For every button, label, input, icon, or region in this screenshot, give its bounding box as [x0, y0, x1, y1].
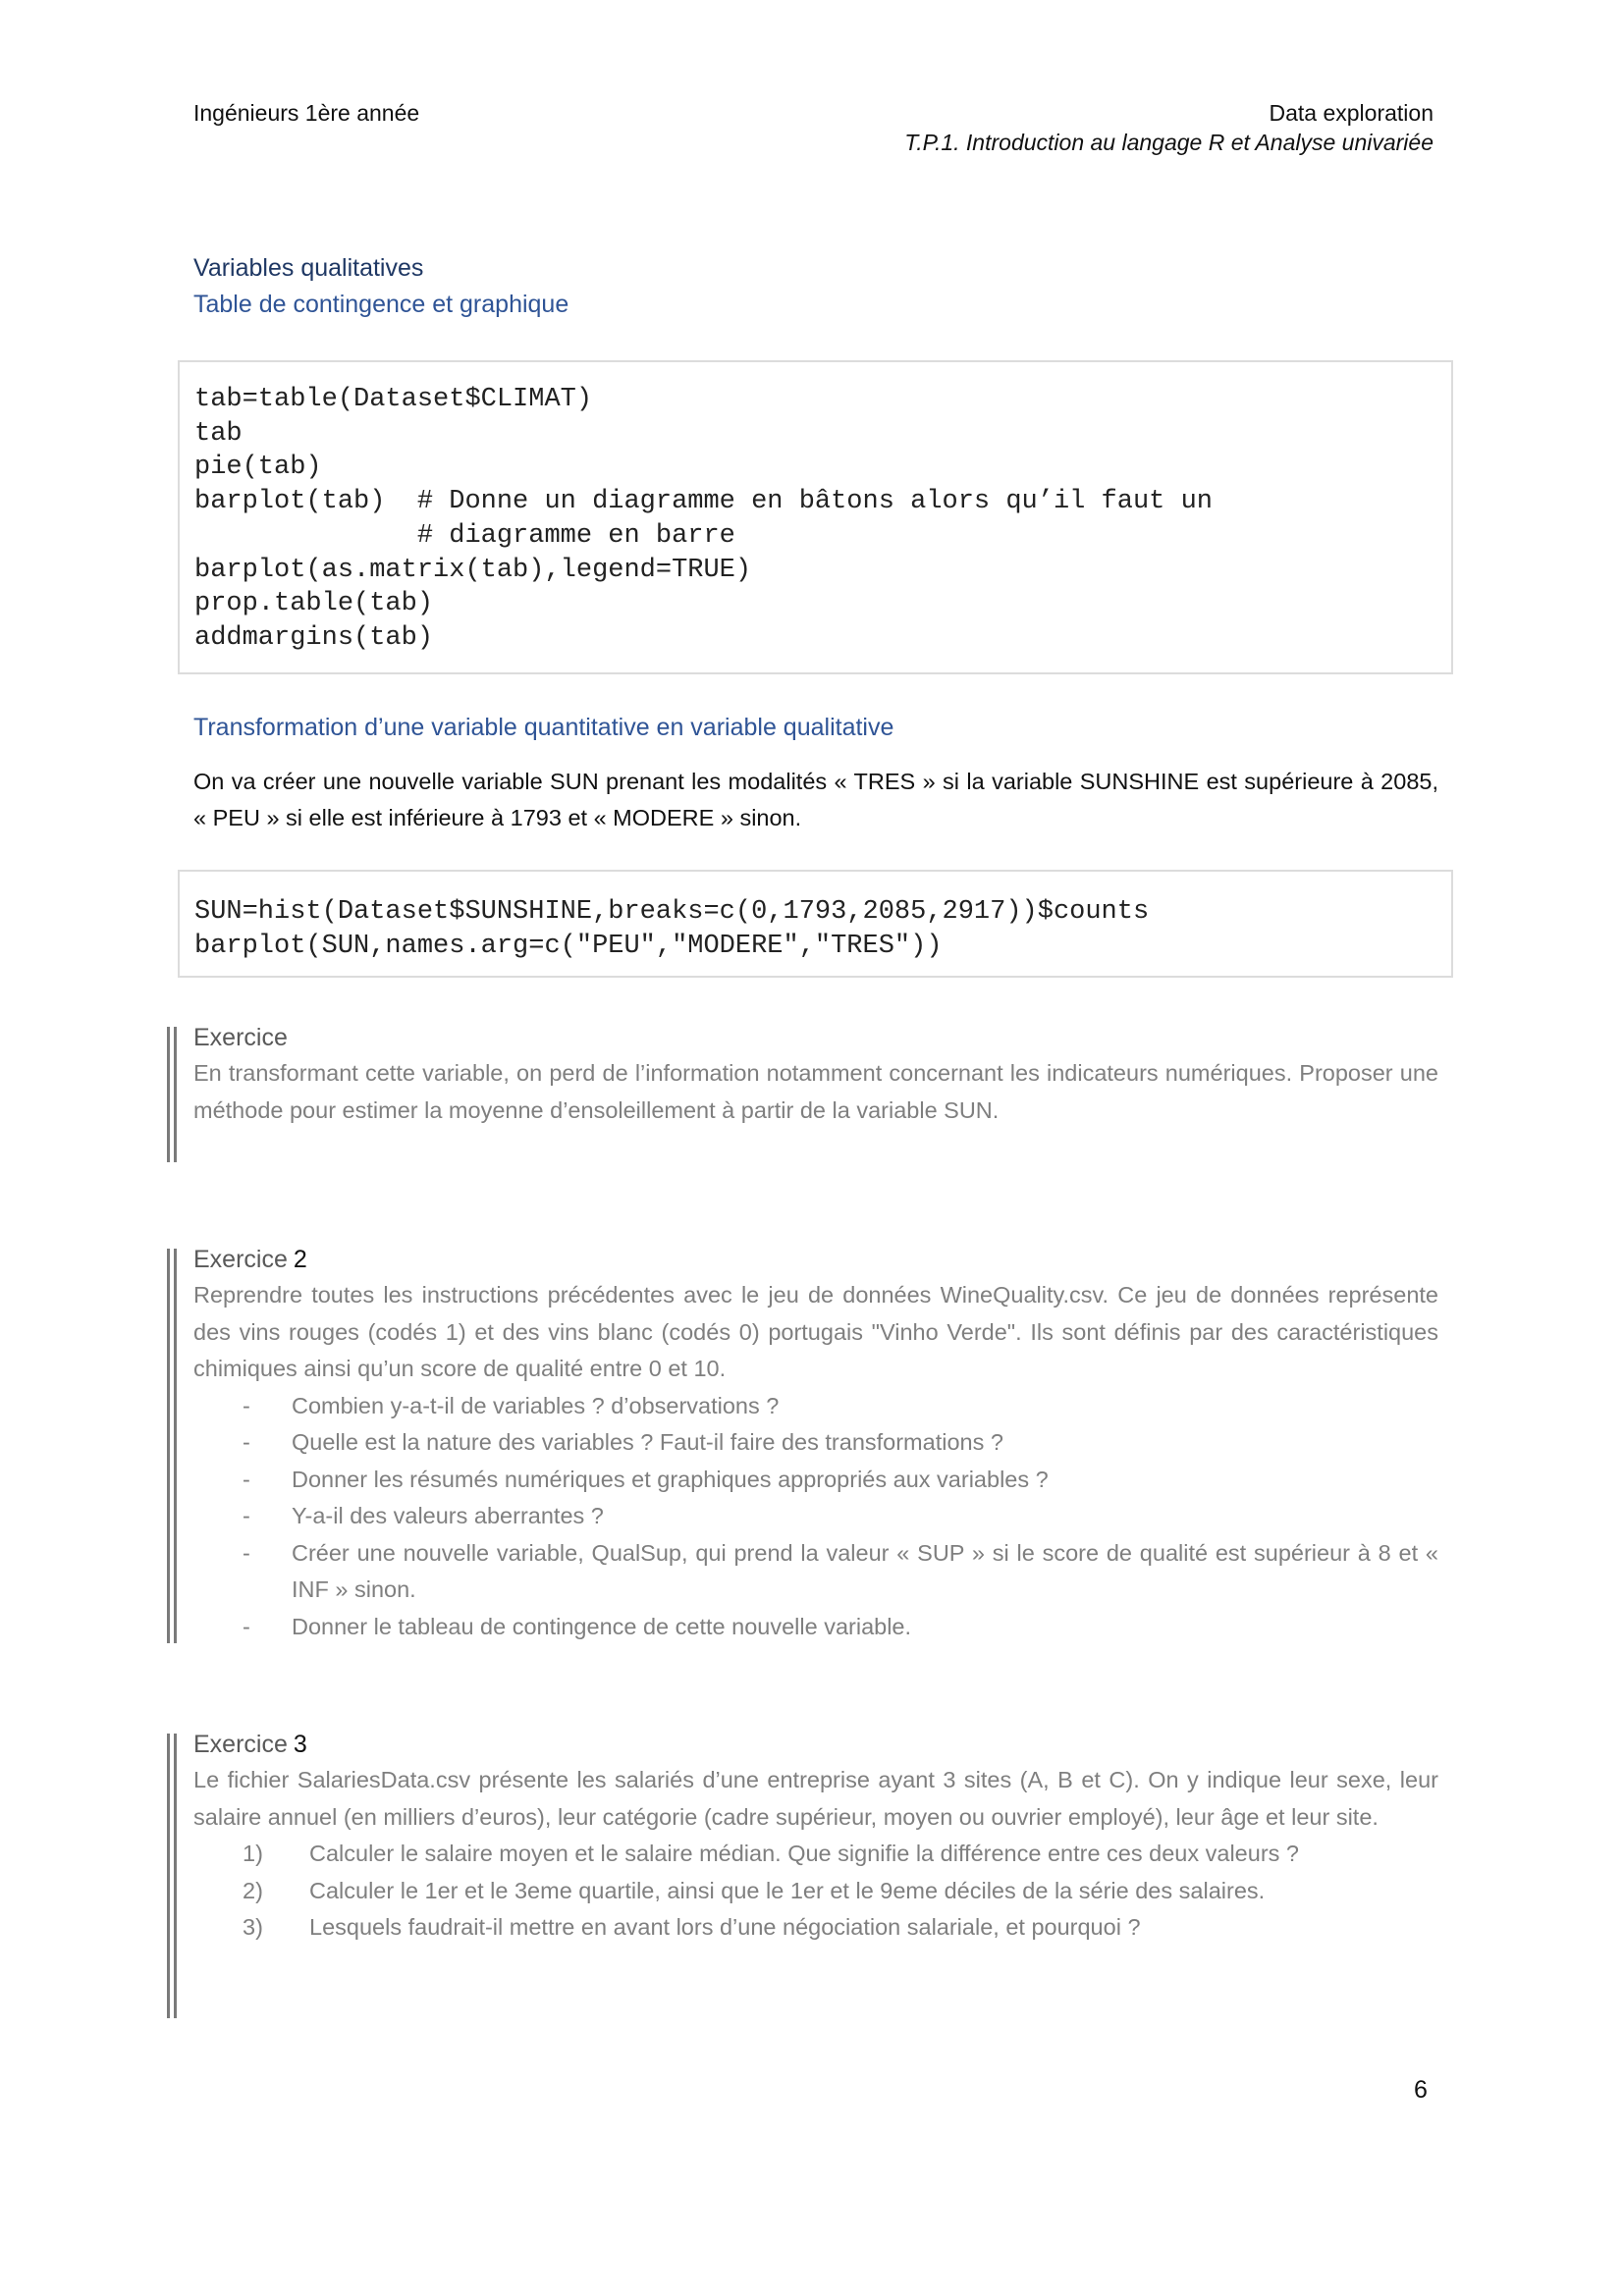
exercise-body: Reprendre toutes les instructions précédentes avec le jeu de données WineQuality.csv. Ce jeu de données représente des vins rouges (codés 1) et des vins blanc (codés 0) portugais "Vinho Verde". Ils sont définis par des caractéristiques chimiques ainsi qu’un score de qualité entre 0 et 10.	[193, 1282, 1438, 1381]
exercise-border-bars	[167, 1027, 177, 1162]
list-item	[193, 1609, 1438, 1646]
exercise-question-list	[193, 1388, 1438, 1646]
code-line: tab=table(Dataset$CLIMAT)	[194, 385, 593, 414]
header-right	[904, 98, 1434, 157]
list-item	[193, 1424, 1438, 1462]
subsection-heading: Table de contingence et graphique	[193, 291, 569, 318]
list-item-text: Créer une nouvelle variable, QualSup, qui prend la valeur « SUP » si le score de qualité est supérieur à 8 et « INF » sinon.	[292, 1539, 1438, 1602]
list-marker: 2)	[243, 1877, 263, 1903]
code-line: # diagramme en barre	[194, 520, 735, 551]
list-item-text: Calculer le salaire moyen et le salaire médian. Que signifie la différence entre ces deux valeurs ?	[309, 1841, 1299, 1866]
dash-bullet: -	[243, 1392, 250, 1418]
list-marker: 1)	[243, 1841, 263, 1866]
exercise-label: Exercice	[193, 1246, 288, 1273]
dash-bullet: -	[243, 1503, 250, 1528]
exercise-border-bars	[167, 1249, 177, 1643]
exercise-3	[193, 1727, 1438, 1947]
code-block-contingency	[178, 360, 1453, 674]
transformation-heading: Transformation d’une variable quantitative en variable qualitative	[193, 714, 894, 741]
code-line: barplot(as.matrix(tab),legend=TRUE)	[194, 555, 752, 585]
exercise-number: 3	[293, 1731, 307, 1758]
list-item	[193, 1836, 1438, 1873]
dash-bullet: -	[243, 1539, 250, 1566]
list-item-text: Y-a-il des valeurs aberrantes ?	[292, 1503, 604, 1528]
list-item	[193, 1498, 1438, 1535]
transformation-paragraph: On va créer une nouvelle variable SUN prenant les modalités « TRES » si la variable SUNSHINE est supérieure à 2085, « PEU » si elle est inférieure à 1793 et « MODERE » sinon.	[193, 769, 1438, 831]
exercise-border-bars	[167, 1734, 177, 2018]
header-left: Ingénieurs 1ère année	[193, 100, 420, 126]
list-marker: 3)	[243, 1914, 263, 1940]
dash-bullet: -	[243, 1466, 250, 1492]
list-item-text: Lesquels faudrait-il mettre en avant lors d’une négociation salariale, et pourquoi ?	[309, 1914, 1141, 1940]
list-item	[193, 1873, 1438, 1910]
exercise-body: Le fichier SalariesData.csv présente les salariés d’une entreprise ayant 3 sites (A, B et C). On y indique leur sexe, leur salaire annuel (en milliers d’euros), leur catégorie (cadre supérieur, moyen ou ouvrier employé), leur âge et leur site.	[193, 1767, 1438, 1830]
list-item	[193, 1909, 1438, 1947]
code-line: addmargins(tab)	[194, 622, 434, 653]
list-item-text: Combien y-a-t-il de variables ? d’observations ?	[292, 1392, 780, 1418]
list-item-text: Donner les résumés numériques et graphiques appropriés aux variables ?	[292, 1466, 1049, 1492]
code-line: tab	[194, 418, 243, 449]
code-line: pie(tab)	[194, 453, 322, 483]
exercise-title	[193, 1242, 1438, 1277]
exercise-1	[193, 1020, 1438, 1129]
code-line: prop.table(tab)	[194, 589, 434, 619]
exercise-label: Exercice	[193, 1731, 288, 1758]
exercise-number: 2	[293, 1246, 307, 1273]
code-line: barplot(SUN,names.arg=c("PEU","MODERE","TRES"))	[194, 931, 943, 961]
exercise-title	[193, 1727, 1438, 1762]
list-item	[193, 1462, 1438, 1499]
list-item	[193, 1535, 1438, 1609]
code-line: barplot(tab) # Donne un diagramme en bâtons alors qu’il faut un	[194, 487, 1213, 517]
exercise-question-list	[193, 1836, 1438, 1947]
header-tp-subtitle: T.P.1. Introduction au langage R et Analyse univariée	[904, 130, 1434, 155]
exercise-2	[193, 1242, 1438, 1645]
list-item	[193, 1388, 1438, 1425]
page-number: 6	[1414, 2076, 1428, 2104]
section-heading: Variables qualitatives	[193, 254, 424, 282]
header-course-title: Data exploration	[1269, 100, 1434, 126]
list-item-text: Donner le tableau de contingence de cette nouvelle variable.	[292, 1613, 912, 1639]
code-line: SUN=hist(Dataset$SUNSHINE,breaks=c(0,1793,2085,2917))$counts	[194, 897, 1150, 927]
code-block-sun	[178, 870, 1453, 978]
exercise-label: Exercice	[193, 1024, 288, 1051]
list-item-text: Calculer le 1er et le 3eme quartile, ainsi que le 1er et le 9eme déciles de la série des salaires.	[309, 1877, 1266, 1903]
exercise-body: En transformant cette variable, on perd de l’information notamment concernant les indicateurs numériques. Proposer une méthode pour estimer la moyenne d’ensoleillement à partir de la variable SUN.	[193, 1060, 1438, 1123]
list-item-text: Quelle est la nature des variables ? Faut-il faire des transformations ?	[292, 1429, 1003, 1455]
dash-bullet: -	[243, 1429, 250, 1455]
dash-bullet: -	[243, 1613, 250, 1639]
